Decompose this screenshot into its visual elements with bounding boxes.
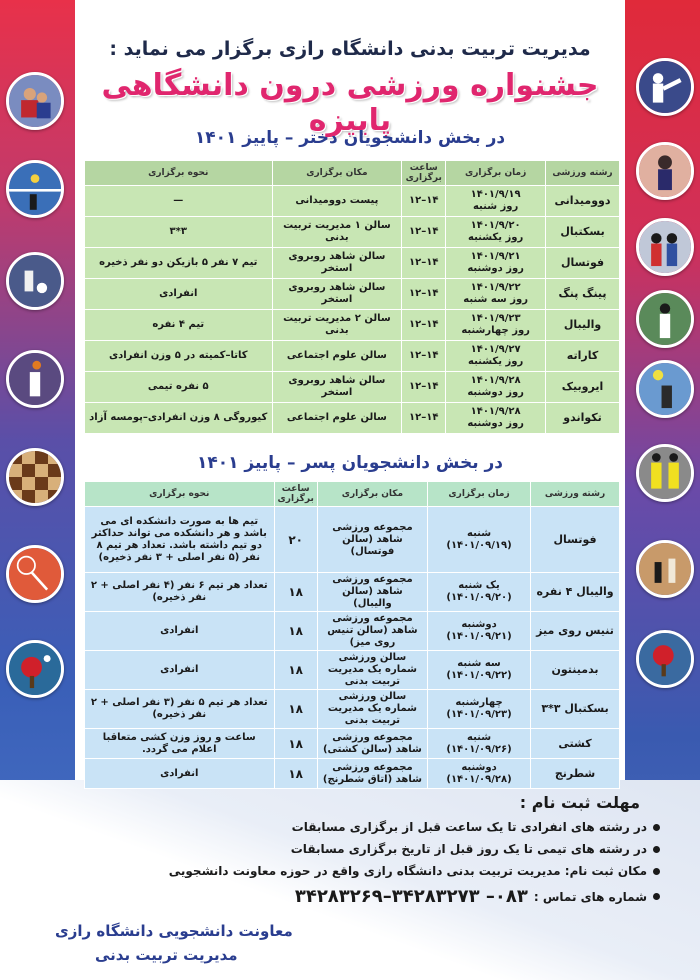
place-cell: مجموعه ورزشی شاهد (سالن فوتسال) <box>317 507 427 573</box>
format-cell: انفرادی <box>85 279 273 310</box>
format-cell: انفرادی <box>85 612 275 651</box>
date-value: ۱۴۰۱/۹/۲۳ <box>470 313 521 324</box>
table-row <box>85 403 620 434</box>
table-row <box>85 729 620 759</box>
registration-list <box>100 820 660 915</box>
format-cell: انفرادی <box>85 759 275 789</box>
time-cell: ۲۰ <box>274 507 317 573</box>
table-row <box>85 217 620 248</box>
female-section-title: در بخش دانشجویان دختر – پاییز ۱۴۰۱ <box>194 128 506 148</box>
date-cell <box>428 573 531 612</box>
day-value: (۱۴۰۱/۰۹/۲۶) <box>446 743 512 755</box>
women-volleyball-photo <box>636 360 694 418</box>
table-row <box>85 341 620 372</box>
place-cell: سالن شاهد روبروی استخر <box>272 248 402 279</box>
table-row <box>85 310 620 341</box>
place-cell: پیست دوومیدانی <box>272 186 402 217</box>
time-cell: ۱۸ <box>274 690 317 729</box>
time-cell: ۱۴–۱۲ <box>402 279 446 310</box>
date-value: ۱۴۰۱/۹/۲۸ <box>470 406 521 417</box>
time-cell: ۱۸ <box>274 612 317 651</box>
date-cell <box>446 248 546 279</box>
bullet-icon <box>653 846 660 853</box>
date-cell <box>428 690 531 729</box>
day-value: روز سه شنبه <box>463 294 528 305</box>
date-value: ۱۴۰۱/۹/۲۸ <box>470 375 521 386</box>
place-cell: سالن علوم اجتماعی <box>272 403 402 434</box>
time-cell: ۱۴–۱۲ <box>402 403 446 434</box>
chess-photo <box>6 448 64 506</box>
date-cell <box>428 759 531 789</box>
female-athlete-photo <box>636 142 694 200</box>
sport-cell: ایروبیک <box>546 372 620 403</box>
table-row <box>85 186 620 217</box>
time-cell: ۱۴–۱۲ <box>402 372 446 403</box>
date-value: دوشنبه <box>461 619 497 630</box>
date-cell <box>446 186 546 217</box>
day-value: روز شنبه <box>472 201 519 212</box>
time-cell: ۱۸ <box>274 759 317 789</box>
day-value: روز یکشنبه <box>468 356 524 367</box>
date-cell <box>446 372 546 403</box>
table-row <box>85 690 620 729</box>
place-cell: سالن ۲ مدیریت تربیت بدنی <box>272 310 402 341</box>
time-cell: ۱۴–۱۲ <box>402 186 446 217</box>
time-cell: ۱۴–۱۲ <box>402 248 446 279</box>
col-header: ساعت برگزاری <box>274 482 317 507</box>
table-row <box>85 507 620 573</box>
day-value: (۱۴۰۱/۰۹/۲۰) <box>446 592 512 603</box>
date-value: دوشنبه <box>461 761 497 773</box>
footer-dept: معاونت دانشجویی دانشگاه رازی <box>55 922 293 940</box>
date-cell <box>428 651 531 690</box>
date-cell <box>446 341 546 372</box>
festival-title: جشنواره ورزشی درون دانشگاهی پاییزه <box>101 68 599 138</box>
badminton-photo <box>6 545 64 603</box>
col-header: مکان برگزاری <box>272 161 402 186</box>
place-cell: مجموعه ورزشی شاهد (سالن والیبال) <box>317 573 427 612</box>
male-section-title: در بخش دانشجویان پسر – پاییز ۱۴۰۱ <box>196 453 504 473</box>
female-schedule-table <box>84 160 620 434</box>
date-value: ۱۴۰۱/۹/۱۹ <box>470 189 521 200</box>
sport-cell: فوتسال <box>546 248 620 279</box>
col-header: زمان برگزاری <box>428 482 531 507</box>
format-cell: ۳*۳ <box>85 217 273 248</box>
volleyball-photo <box>6 160 64 218</box>
registration-item: مکان ثبت نام: مدیریت تربیت بدنی دانشگاه رازی واقع در حوزه معاونت دانشجویی <box>100 864 660 878</box>
sport-cell: شطرنج <box>531 759 620 789</box>
table-row <box>85 279 620 310</box>
female-volleyball-photo <box>636 290 694 348</box>
table-row <box>85 573 620 612</box>
sport-cell: والیبال <box>546 310 620 341</box>
place-cell: سالن شاهد روبروی استخر <box>272 279 402 310</box>
format-cell: تعداد هر تیم ۶ نفر (۴ نفر اصلی + ۲ نفر ذخیره) <box>85 573 275 612</box>
date-cell <box>428 507 531 573</box>
sport-cell: تنیس روی میز <box>531 612 620 651</box>
place-cell: مجموعه ورزشی شاهد (سالن تنیس روی میز) <box>317 612 427 651</box>
day-value: روز دوشنبه <box>467 387 524 398</box>
day-value: (۱۴۰۱/۰۹/۲۳) <box>446 709 512 720</box>
date-value: ۱۴۰۱/۹/۲۷ <box>470 344 521 355</box>
organizer-line: مدیریت تربیت بدنی دانشگاه رازی برگزار می نماید : <box>109 38 591 60</box>
time-cell: ۱۴–۱۲ <box>402 217 446 248</box>
format-cell: کاتا–کمیته در ۵ وزن انفرادی <box>85 341 273 372</box>
col-header: مکان برگزاری <box>317 482 427 507</box>
registration-item: در رشته های انفرادی تا یک ساعت قبل از برگزاری مسابقات <box>100 820 660 834</box>
date-cell <box>446 279 546 310</box>
format-cell: ۵ نفره تیمی <box>85 372 273 403</box>
format-cell: تیم ۴ نفره <box>85 310 273 341</box>
female-basketball-photo <box>636 218 694 276</box>
format-cell: تیم ها به صورت دانشکده ای می باشد و هر دانشکده می تواند حداکثر دو تیم داشته باشد. تعداد هر تیم ۸ نفر (۵ نفر اصلی + ۳ نفر ذخیره) <box>85 507 275 573</box>
place-cell: مجموعه ورزشی شاهد (سالن کشتی) <box>317 729 427 759</box>
date-value: سه شنبه <box>457 658 501 669</box>
day-value: روز چهارشنبه <box>461 325 530 336</box>
table-row <box>85 612 620 651</box>
date-cell <box>428 729 531 759</box>
col-header: زمان برگزاری <box>446 161 546 186</box>
format-cell: ساعت و روز وزن کشی متعاقبا اعلام می گردد. <box>85 729 275 759</box>
bullet-icon <box>653 824 660 831</box>
basketball-photo <box>6 350 64 408</box>
table-row <box>85 248 620 279</box>
date-value: یک شنبه <box>458 580 500 591</box>
day-value: (۱۴۰۱/۰۹/۲۱) <box>446 631 512 642</box>
sport-cell: کشتی <box>531 729 620 759</box>
sport-cell: فوتسال <box>531 507 620 573</box>
bullet-icon <box>653 893 660 900</box>
female-runners-photo <box>636 444 694 502</box>
table-tennis-photo <box>6 640 64 698</box>
table-row <box>85 759 620 789</box>
format-cell: انفرادی <box>85 651 275 690</box>
time-cell: ۱۴–۱۲ <box>402 310 446 341</box>
male-schedule-table <box>84 481 620 789</box>
sport-cell: بسکتبال <box>546 217 620 248</box>
date-value: ۱۴۰۱/۹/۲۰ <box>470 220 521 231</box>
sport-cell: بدمینتون <box>531 651 620 690</box>
date-value: شنبه <box>467 731 492 743</box>
sport-cell: تکواندو <box>546 403 620 434</box>
format-cell: تعداد هر تیم ۵ نفر (۳ نفر اصلی + ۲ نفر ذخیره) <box>85 690 275 729</box>
wrestling-photo <box>6 72 64 130</box>
format-cell: — <box>85 186 273 217</box>
phone-numbers: شماره های تماس : ۰۸۳– ۳۴۲۸۳۲۷۳–۳۴۲۸۳۲۶۹ <box>100 886 660 907</box>
taekwondo-photo <box>636 58 694 116</box>
day-value: روز دوشنبه <box>467 263 524 274</box>
sport-cell: دوومیدانی <box>546 186 620 217</box>
day-value: (۱۴۰۱/۰۹/۲۸) <box>446 773 512 785</box>
date-value: ۱۴۰۱/۹/۲۲ <box>470 282 521 293</box>
place-cell: سالن علوم اجتماعی <box>272 341 402 372</box>
sport-cell: کاراته <box>546 341 620 372</box>
date-cell <box>446 403 546 434</box>
footer-office: مدیریت تربیت بدنی <box>95 946 238 964</box>
day-value: (۱۴۰۱/۰۹/۲۲) <box>446 670 512 681</box>
col-header: ساعت برگزاری <box>402 161 446 186</box>
date-cell <box>446 217 546 248</box>
place-cell: سالن شاهد روبروی استخر <box>272 372 402 403</box>
day-value: (۱۴۰۱/۰۹/۱۹) <box>446 539 512 551</box>
place-cell: سالن ۱ مدیریت تربیت بدنی <box>272 217 402 248</box>
chess-pieces-photo <box>636 540 694 598</box>
place-cell: سالن ورزشی شماره یک مدیریت تربیت بدنی <box>317 690 427 729</box>
date-value: ۱۴۰۱/۹/۲۱ <box>470 251 521 262</box>
day-value: روز دوشنبه <box>467 418 524 429</box>
registration-item: در رشته های تیمی تا یک روز قبل از تاریخ برگزاری مسابقات <box>100 842 660 856</box>
col-header: نحوه برگزاری <box>85 161 273 186</box>
sport-cell: بسکتبال ۳*۳ <box>531 690 620 729</box>
football-photo <box>6 252 64 310</box>
sport-cell: والیبال ۴ نفره <box>531 573 620 612</box>
date-value: شنبه <box>467 527 492 539</box>
col-header: رشته ورزشی <box>531 482 620 507</box>
table-row <box>85 651 620 690</box>
day-value: روز یکشنبه <box>468 232 524 243</box>
time-cell: ۱۸ <box>274 651 317 690</box>
table-row <box>85 372 620 403</box>
format-cell: تیم ۷ نفر ۵ بازیکن دو نفر ذخیره <box>85 248 273 279</box>
col-header: نحوه برگزاری <box>85 482 275 507</box>
date-cell <box>446 310 546 341</box>
phone-value: ۰۸۳– ۳۴۲۸۳۲۷۳–۳۴۲۸۳۲۶۹ <box>294 886 528 907</box>
place-cell: مجموعه ورزشی شاهد (اتاق شطرنج) <box>317 759 427 789</box>
col-header: رشته ورزشی <box>546 161 620 186</box>
bullet-icon <box>653 868 660 875</box>
time-cell: ۱۴–۱۲ <box>402 341 446 372</box>
sport-cell: پینگ پنگ <box>546 279 620 310</box>
time-cell: ۱۸ <box>274 729 317 759</box>
format-cell: کیوروگی ۸ وزن انفرادی–پومسه آزاد <box>85 403 273 434</box>
time-cell: ۱۸ <box>274 573 317 612</box>
date-cell <box>428 612 531 651</box>
registration-title: مهلت ثبت نام : <box>519 793 640 812</box>
place-cell: سالن ورزشی شماره یک مدیریت تربیت بدنی <box>317 651 427 690</box>
date-value: چهارشنبه <box>455 697 503 708</box>
ping-pong-photo <box>636 630 694 688</box>
